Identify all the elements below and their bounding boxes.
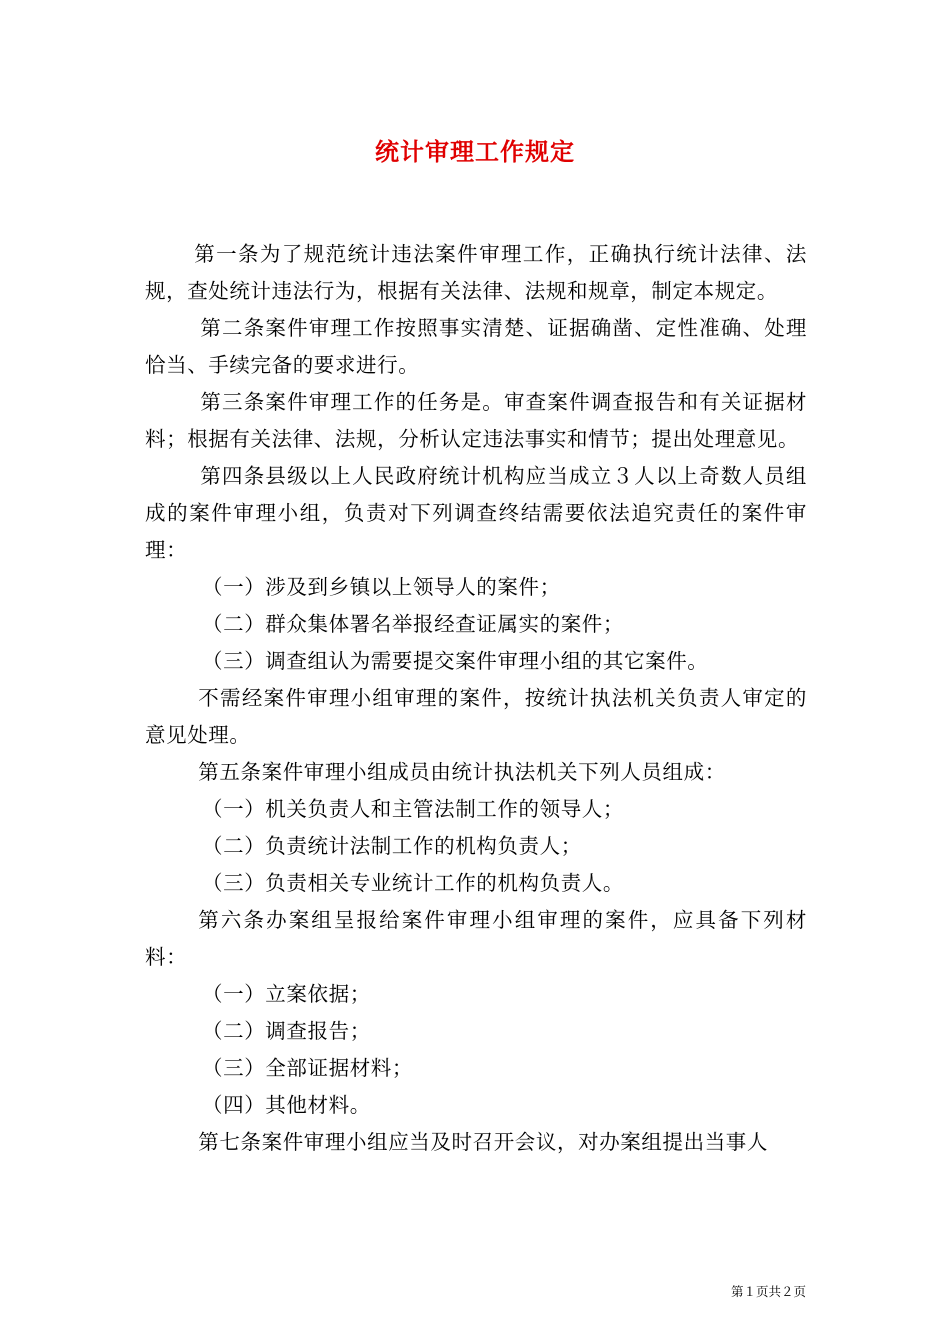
article-4-item-2: （二）群众集体署名举报经查证属实的案件； <box>202 612 624 636</box>
article-4: 第四条县级以上人民政府统计机构应当成立３人以上奇数人员组成的案件审理小组，负责对下列调查终结需要依法追究责任的案件审理： <box>145 464 807 562</box>
article-2: 第二条案件审理工作按照事实清楚、证据确凿、定性准确、处理恰当、手续完备的要求进行。 <box>145 316 807 377</box>
article-5-item-1: （一）机关负责人和主管法制工作的领导人； <box>202 797 624 821</box>
article-7: 第七条案件审理小组应当及时召开会议，对办案组提出当事人 <box>198 1130 768 1154</box>
article-6-item-3: （三）全部证据材料； <box>202 1056 413 1080</box>
document-body <box>145 236 807 1161</box>
article-6-item-2: （二）调查报告； <box>202 1019 371 1043</box>
article-1: 第一条为了规范统计违法案件审理工作，正确执行统计法律、法规，查处统计违法行为，根据有关法律、法规和规章，制定本规定。 <box>145 242 807 303</box>
article-4-item-1: （一）涉及到乡镇以上领导人的案件； <box>202 575 561 599</box>
article-4-item-3: （三）调查组认为需要提交案件审理小组的其它案件。 <box>202 649 709 673</box>
article-5: 第五条案件审理小组成员由统计执法机关下列人员组成： <box>198 760 726 784</box>
page-number: 第１页共２页 <box>730 1284 806 1299</box>
article-6: 第六条办案组呈报给案件审理小组审理的案件，应具备下列材料： <box>145 908 807 969</box>
document-title: 统计审理工作规定 <box>375 137 575 166</box>
article-5-item-2: （二）负责统计法制工作的机构负责人； <box>202 834 582 858</box>
article-4-note: 不需经案件审理小组审理的案件，按统计执法机关负责人审定的意见处理。 <box>145 686 807 747</box>
article-6-item-4: （四）其他材料。 <box>202 1093 371 1117</box>
article-3: 第三条案件审理工作的任务是。审查案件调查报告和有关证据材料；根据有关法律、法规，分析认定违法事实和情节；提出处理意见。 <box>145 390 807 451</box>
article-6-item-1: （一）立案依据； <box>202 982 371 1006</box>
article-5-item-3: （三）负责相关专业统计工作的机构负责人。 <box>202 871 624 895</box>
